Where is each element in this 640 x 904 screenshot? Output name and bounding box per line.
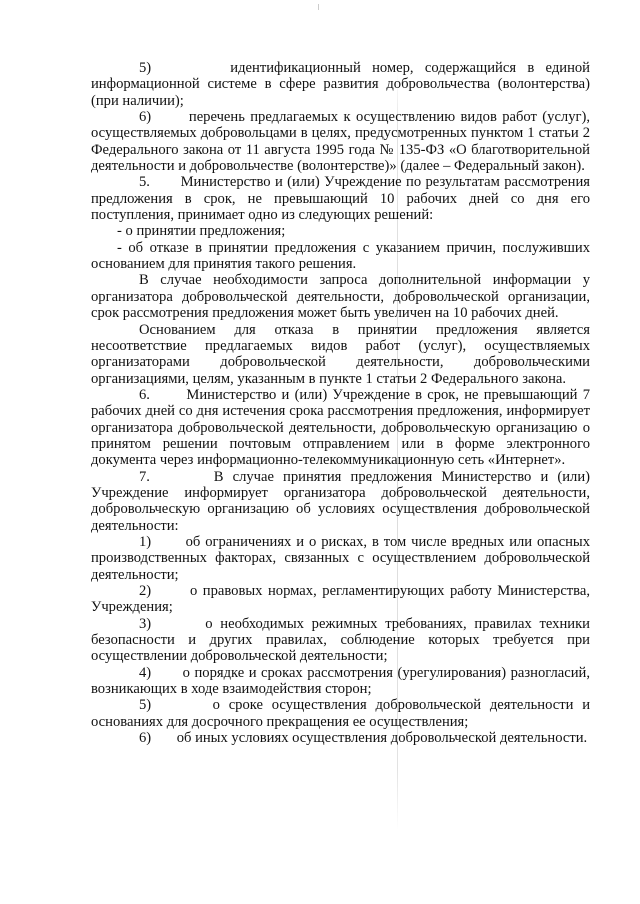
condition-2-legal-norms: 2) о правовых нормах, регламентирующих работу Министерства, Учреждения; [91, 583, 590, 616]
document-body [91, 60, 590, 746]
clause-5-decision: 5. Министерство и (или) Учреждение по результатам рассмотрения предложения в срок, не превышающий 10 рабочих дней со дня его поступления, принимает одно из следующих решений: [91, 174, 590, 224]
condition-4-disputes: 4) о порядке и сроках рассмотрения (урегулирования) разногласий, возникающих в ходе взаимодействия сторон; [91, 664, 590, 698]
item-5-id-number: 5) идентификационный номер, содержащийся в единой информационной системе в сфере развития добровольчества (волонтерства) (при наличии); [91, 60, 590, 109]
condition-3-safety: 3) о необходимых режимных требованиях, правилах техники безопасности и других правилах, соблюдение которых требуется при осуществлении добровольческой деятельности; [91, 615, 590, 665]
condition-5-term: 5) о сроке осуществления добровольческой деятельности и основаниях для досрочного прекращения ее осуществления; [91, 697, 590, 730]
clause-7-conditions: 7. В случае принятия предложения Министерство и (или) Учреждение информирует организатора добровольческой деятельности, добровольческую организацию об условиях осуществления добровольческой деятельности: [91, 468, 590, 534]
scan-mark [318, 4, 319, 10]
condition-6-other: 6) об иных условиях осуществления добровольческой деятельности. [139, 730, 588, 747]
refusal-grounds-paragraph: Основанием для отказа в принятии предложения является несоответствие предлагаемых видов работ (услуг), осуществляемых организаторами добровольческой деятельности, добровольческими организациями, целям, указанным в пункте 1 статьи 2 Федерального закона. [91, 321, 590, 387]
decision-reject: - об отказе в принятии предложения с указанием причин, послуживших основанием для принятия такого решения. [91, 239, 590, 273]
condition-1-risks: 1) об ограничениях и о рисках, в том числе вредных или опасных производственных факторах, связанных с осуществлением добровольческой деятельности; [91, 533, 590, 583]
clause-6-notification: 6. Министерство и (или) Учреждение в срок, не превышающий 7 рабочих дней со дня истечения срока рассмотрения предложения, информирует организатора добровольческой деятельности, добровольческую организацию о принятом решении почтовым отправлением или в форме электронного документа через информационно-телекоммуникационную сеть «Интернет». [91, 386, 590, 469]
item-6-works-list: 6) перечень предлагаемых к осуществлению видов работ (услуг), осуществляемых добровольцами в целях, предусмотренных пунктом 1 статьи 2 Федерального закона от 11 августа 1995 года № 135-ФЗ «О благотворительной деятельности и добровольчестве (волонтерстве)» (далее – Федеральный закон). [91, 109, 590, 175]
extension-paragraph: В случае необходимости запроса дополнительной информации у организатора добровольческой деятельности, добровольческой организации, срок рассмотрения предложения может быть увеличен на 10 рабочих дней. [91, 272, 590, 322]
decision-accept: - о принятии предложения; [117, 223, 286, 240]
